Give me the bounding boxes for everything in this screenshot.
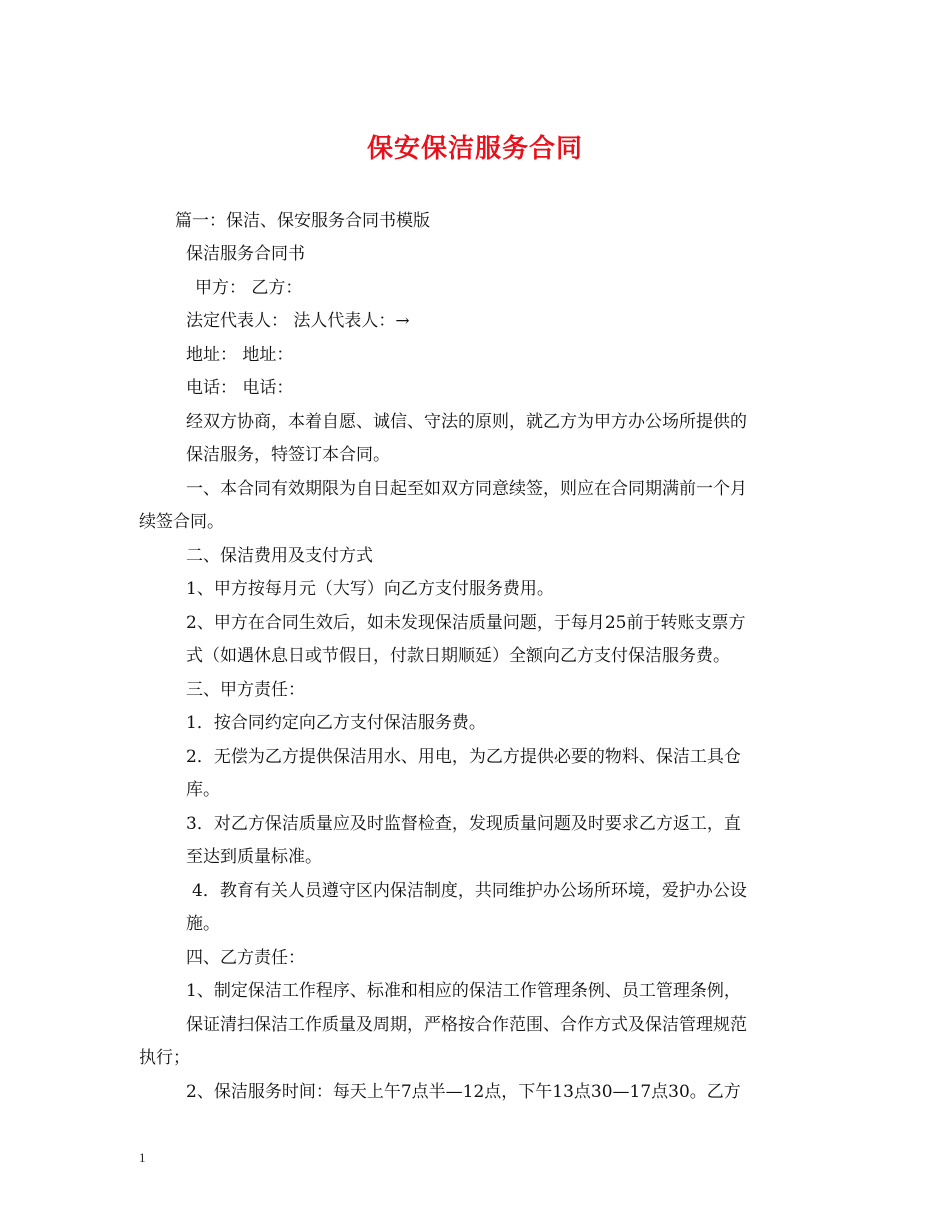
section-heading: 二、保洁费用及支付方式	[186, 546, 373, 566]
text-line: 2．无偿为乙方提供保洁用水、用电，为乙方提供必要的物料、保洁工具仓	[186, 747, 741, 767]
text-line: 库。	[186, 780, 220, 800]
text-line: 地址： 地址：	[186, 345, 294, 365]
text-line: 1．按合同约定向乙方支付保洁服务费。	[186, 713, 486, 733]
document-title: 保安保洁服务合同	[366, 134, 583, 164]
text-line: 至达到质量标准。	[186, 847, 322, 867]
text-line: 式（如遇休息日或节假日，付款日期顺延）全额向乙方支付保洁服务费。	[186, 646, 730, 666]
text-line: 2、保洁服务时间：每天上午7点半—12点，下午13点30—17点30。乙方	[186, 1082, 741, 1102]
section-heading: 四、乙方责任：	[186, 948, 305, 968]
text-line: 施。	[186, 914, 220, 934]
text-line: 3．对乙方保洁质量应及时监督检查，发现质量问题及时要求乙方返工，直	[186, 814, 741, 834]
text-line: 法定代表人： 法人代表人：→	[186, 311, 410, 331]
text-line: 保洁服务合同书	[186, 244, 305, 264]
text-line: 4．教育有关人员遵守区内保洁制度，共同维护办公场所环境，爱护办公设	[192, 881, 747, 901]
text-line: 执行；	[139, 1048, 190, 1068]
text-line: 电话： 电话：	[186, 378, 294, 398]
text-line: 经双方协商，本着自愿、诚信、守法的原则，就乙方为甲方办公场所提供的	[186, 412, 747, 432]
text-line: 甲方： 乙方：	[195, 278, 303, 298]
page-number: 1	[139, 1150, 146, 1165]
text-line: 一、本合同有效期限为自日起至如双方同意续签，则应在合同期满前一个月	[186, 479, 747, 499]
text-line: 1、制定保洁工作程序、标准和相应的保洁工作管理条例、员工管理条例，	[186, 981, 741, 1001]
section-heading: 篇一：保洁、保安服务合同书模版	[175, 211, 430, 231]
text-line: 保洁服务，特签订本合同。	[186, 445, 390, 465]
text-line: 1、甲方按每月元（大写）向乙方支付服务费用。	[186, 579, 554, 599]
text-line: 保证清扫保洁工作质量及周期，严格按合作范围、合作方式及保洁管理规范	[186, 1015, 747, 1035]
text-line: 2、甲方在合同生效后，如未发现保洁质量问题，于每月25前于转账支票方	[186, 613, 746, 633]
section-heading: 三、甲方责任：	[186, 680, 305, 700]
text-line: 续签合同。	[139, 512, 224, 532]
